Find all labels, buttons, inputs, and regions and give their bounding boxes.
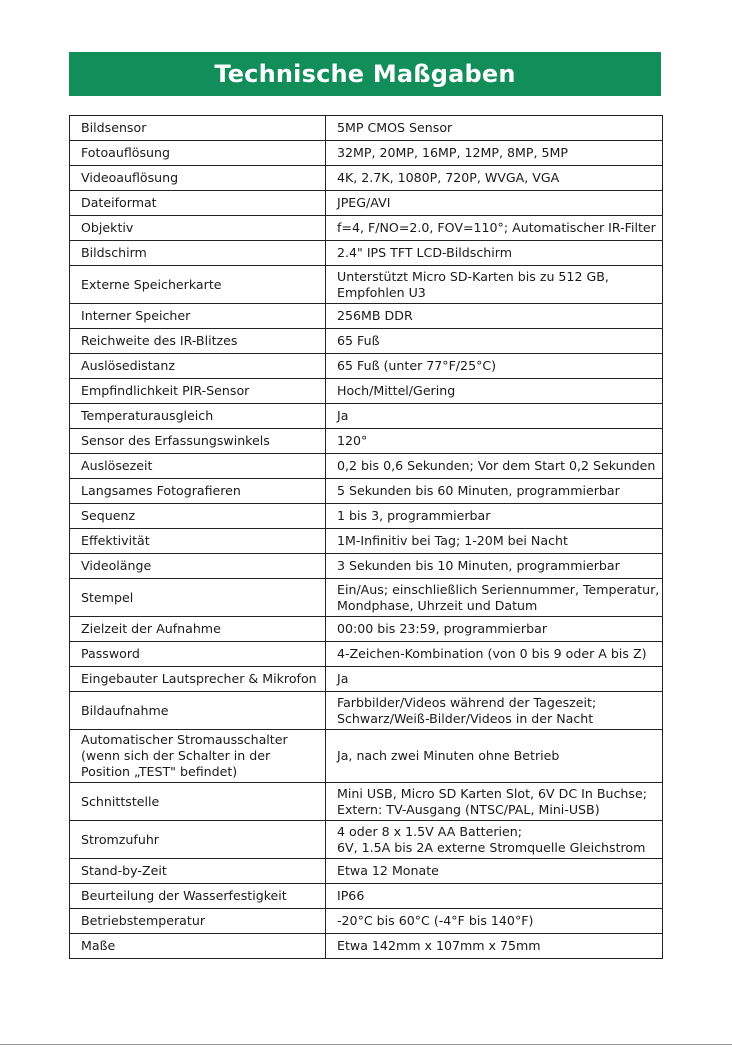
spec-value: JPEG/AVI <box>326 191 663 216</box>
spec-label: Objektiv <box>70 216 326 241</box>
spec-label: Stempel <box>70 579 326 617</box>
table-row <box>70 821 663 859</box>
spec-value: 00:00 bis 23:59, programmierbar <box>326 617 663 642</box>
spec-label: Videolänge <box>70 554 326 579</box>
spec-label: Maße <box>70 934 326 959</box>
spec-value: 65 Fuß (unter 77°F/25°C) <box>326 354 663 379</box>
spec-label: Stand-by-Zeit <box>70 859 326 884</box>
table-row <box>70 329 663 354</box>
spec-value: Farbbilder/Videos während der Tageszeit; Schwarz/Weiß-Bilder/Videos in der Nacht <box>326 692 663 730</box>
table-row <box>70 141 663 166</box>
table-row <box>70 783 663 821</box>
spec-label: Betriebstemperatur <box>70 909 326 934</box>
table-row <box>70 191 663 216</box>
spec-label: Stromzufuhr <box>70 821 326 859</box>
spec-value: 0,2 bis 0,6 Sekunden; Vor dem Start 0,2 Sekunden <box>326 454 663 479</box>
spec-value: 4 oder 8 x 1.5V AA Batterien; 6V, 1.5A bis 2A externe Stromquelle Gleichstrom <box>326 821 663 859</box>
spec-label: Bildsensor <box>70 116 326 141</box>
spec-label: Externe Speicherkarte <box>70 266 326 304</box>
spec-label: Sequenz <box>70 504 326 529</box>
table-row <box>70 934 663 959</box>
spec-label: Temperaturausgleich <box>70 404 326 429</box>
spec-value: 4K, 2.7K, 1080P, 720P, WVGA, VGA <box>326 166 663 191</box>
spec-value: Hoch/Mittel/Gering <box>326 379 663 404</box>
spec-label: Automatischer Stromausschalter (wenn sich der Schalter in der Position „TEST" befindet) <box>70 730 326 783</box>
table-row <box>70 354 663 379</box>
table-row <box>70 166 663 191</box>
table-row <box>70 642 663 667</box>
table-row <box>70 404 663 429</box>
spec-label: Auslösedistanz <box>70 354 326 379</box>
spec-label: Schnittstelle <box>70 783 326 821</box>
table-row <box>70 479 663 504</box>
table-row <box>70 859 663 884</box>
table-row <box>70 504 663 529</box>
spec-value: Etwa 142mm x 107mm x 75mm <box>326 934 663 959</box>
spec-value: 120° <box>326 429 663 454</box>
spec-value: Ja, nach zwei Minuten ohne Betrieb <box>326 730 663 783</box>
spec-value: Ja <box>326 667 663 692</box>
spec-value: Ja <box>326 404 663 429</box>
spec-label: Videoauflösung <box>70 166 326 191</box>
spec-value: Unterstützt Micro SD-Karten bis zu 512 GB, Empfohlen U3 <box>326 266 663 304</box>
spec-label: Password <box>70 642 326 667</box>
spec-label: Auslösezeit <box>70 454 326 479</box>
table-row <box>70 667 663 692</box>
page-title: Technische Maßgaben <box>214 60 516 88</box>
spec-label: Effektivität <box>70 529 326 554</box>
table-row <box>70 617 663 642</box>
spec-value: 4-Zeichen-Kombination (von 0 bis 9 oder A bis Z) <box>326 642 663 667</box>
spec-label: Interner Speicher <box>70 304 326 329</box>
spec-value: 1M-Infinitiv bei Tag; 1-20M bei Nacht <box>326 529 663 554</box>
table-row <box>70 909 663 934</box>
spec-value: 256MB DDR <box>326 304 663 329</box>
spec-value: IP66 <box>326 884 663 909</box>
spec-label: Dateiformat <box>70 191 326 216</box>
table-row <box>70 692 663 730</box>
spec-value: 5 Sekunden bis 60 Minuten, programmierbar <box>326 479 663 504</box>
spec-label: Eingebauter Lautsprecher & Mikrofon <box>70 667 326 692</box>
spec-table <box>69 115 663 959</box>
spec-value: 3 Sekunden bis 10 Minuten, programmierbar <box>326 554 663 579</box>
spec-value: f=4, F/NO=2.0, FOV=110°; Automatischer IR-Filter <box>326 216 663 241</box>
table-row <box>70 266 663 304</box>
spec-value: 65 Fuß <box>326 329 663 354</box>
spec-label: Bildschirm <box>70 241 326 266</box>
table-row <box>70 379 663 404</box>
spec-value: 32MP, 20MP, 16MP, 12MP, 8MP, 5MP <box>326 141 663 166</box>
table-row <box>70 216 663 241</box>
spec-label: Langsames Fotografieren <box>70 479 326 504</box>
table-row <box>70 579 663 617</box>
spec-value: Ein/Aus; einschließlich Seriennummer, Temperatur, Mondphase, Uhrzeit und Datum <box>326 579 663 617</box>
spec-value: 1 bis 3, programmierbar <box>326 504 663 529</box>
spec-label: Bildaufnahme <box>70 692 326 730</box>
spec-label: Fotoauflösung <box>70 141 326 166</box>
table-row <box>70 116 663 141</box>
table-row <box>70 730 663 783</box>
spec-label: Empfindlichkeit PIR-Sensor <box>70 379 326 404</box>
page-bottom-rule <box>0 1044 732 1045</box>
spec-value: -20°C bis 60°C (-4°F bis 140°F) <box>326 909 663 934</box>
table-row <box>70 529 663 554</box>
spec-value: Etwa 12 Monate <box>326 859 663 884</box>
table-row <box>70 454 663 479</box>
spec-value: 5MP CMOS Sensor <box>326 116 663 141</box>
spec-value: 2.4" IPS TFT LCD-Bildschirm <box>326 241 663 266</box>
spec-label: Zielzeit der Aufnahme <box>70 617 326 642</box>
table-row <box>70 241 663 266</box>
header-banner <box>69 52 661 96</box>
spec-label: Reichweite des IR-Blitzes <box>70 329 326 354</box>
table-row <box>70 884 663 909</box>
table-row <box>70 429 663 454</box>
table-row <box>70 304 663 329</box>
spec-value: Mini USB, Micro SD Karten Slot, 6V DC In Buchse; Extern: TV-Ausgang (NTSC/PAL, Mini-USB) <box>326 783 663 821</box>
table-row <box>70 554 663 579</box>
spec-label: Beurteilung der Wasserfestigkeit <box>70 884 326 909</box>
spec-label: Sensor des Erfassungswinkels <box>70 429 326 454</box>
